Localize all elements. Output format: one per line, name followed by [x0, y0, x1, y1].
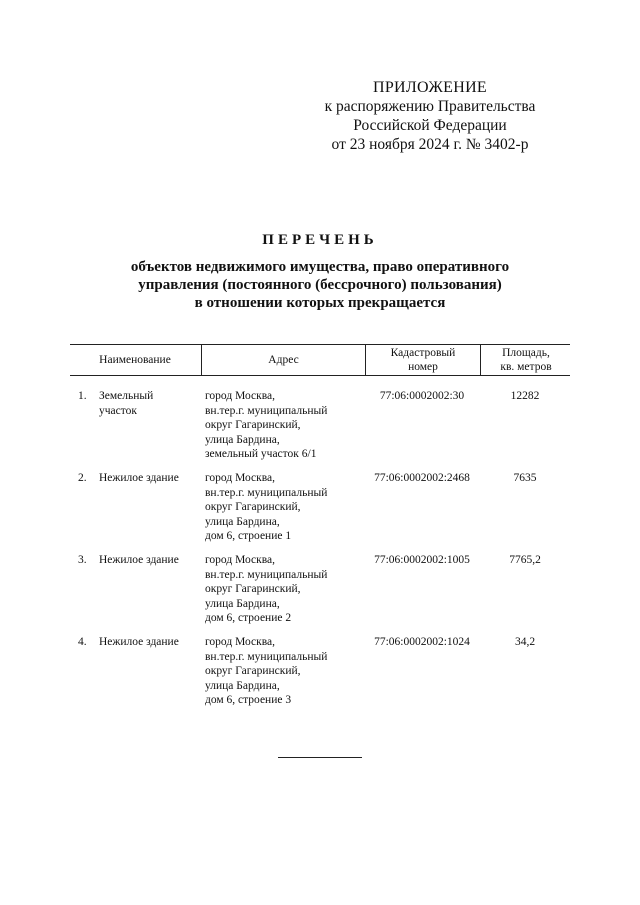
row-cadastral-number: 77:06:0002002:1005 [374, 554, 470, 566]
appendix-title: ПРИЛОЖЕНИЕ [372, 79, 487, 96]
subtitle-line-2: управления (постоянного (бессрочного) пользования) [138, 277, 502, 293]
address-line: округ Гагаринский, [205, 583, 301, 595]
table-row [70, 471, 570, 553]
address-line: округ Гагаринский, [205, 665, 301, 677]
row-object-name [99, 389, 199, 418]
address-line: город Москва, [205, 554, 275, 566]
document-title: ПЕРЕЧЕНЬ [262, 232, 378, 248]
address-line: дом 6, строение 3 [205, 694, 292, 706]
table-header [70, 344, 570, 376]
row-cadastral-number: 77:06:0002002:2468 [374, 472, 470, 484]
header-cadastral [365, 345, 480, 375]
address-line: вн.тер.г. муниципальный [205, 568, 328, 581]
object-name-line: Нежилое здание [99, 554, 179, 566]
address-line: дом 6, строение 1 [205, 530, 292, 542]
address-line: город Москва, [205, 472, 275, 484]
table-row [70, 553, 570, 635]
address-line: вн.тер.г. муниципальный [205, 650, 328, 663]
table-row [70, 389, 570, 471]
row-number: 1. [78, 390, 87, 402]
address-line: улица Бардина, [205, 515, 280, 528]
header-address-label: Адрес [268, 353, 299, 366]
address-line: дом 6, строение 2 [205, 612, 292, 624]
row-address [205, 471, 365, 544]
header-area-line-1: Площадь, [502, 346, 550, 359]
object-name-line: Нежилое здание [99, 472, 179, 484]
header-cadastral-line-1: Кадастровый [390, 346, 456, 359]
address-line: город Москва, [205, 636, 275, 648]
header-name-label: Наименование [99, 353, 171, 366]
object-name-line: Нежилое здание [99, 636, 179, 648]
address-line: улица Бардина, [205, 433, 280, 446]
address-line: вн.тер.г. муниципальный [205, 486, 328, 499]
row-area: 7635 [513, 472, 537, 484]
end-divider [278, 757, 362, 758]
header-address [201, 345, 365, 375]
header-cadastral-line-2: номер [408, 361, 438, 373]
header-area [480, 345, 571, 375]
appendix-line-1: к распоряжению Правительства [324, 98, 536, 115]
object-name-line: участок [99, 404, 137, 417]
appendix-block [300, 78, 560, 154]
address-line: земельный участок 6/1 [205, 448, 317, 460]
row-number: 2. [78, 472, 87, 484]
row-cadastral-number: 77:06:0002002:30 [379, 390, 465, 402]
address-line: вн.тер.г. муниципальный [205, 404, 328, 417]
table-row [70, 635, 570, 717]
address-line: город Москва, [205, 390, 275, 402]
row-object-name [99, 553, 199, 568]
row-area: 12282 [510, 390, 540, 402]
row-cadastral-number: 77:06:0002002:1024 [374, 636, 470, 648]
row-number: 3. [78, 554, 87, 566]
appendix-line-3: от 23 ноября 2024 г. № 3402-р [331, 136, 529, 153]
row-object-name [99, 471, 199, 486]
header-area-line-2: кв. метров [500, 361, 552, 373]
row-area: 34,2 [514, 636, 536, 648]
row-address [205, 553, 365, 626]
objects-table [70, 344, 570, 706]
row-number: 4. [78, 636, 87, 648]
address-line: округ Гагаринский, [205, 501, 301, 513]
subtitle-line-3: в отношении которых прекращается [194, 295, 446, 311]
header-name [70, 345, 200, 375]
row-address [205, 635, 365, 708]
address-line: улица Бардина, [205, 597, 280, 610]
document-subtitle [100, 258, 540, 312]
address-line: округ Гагаринский, [205, 419, 301, 431]
address-line: улица Бардина, [205, 679, 280, 692]
object-name-line: Земельный [99, 390, 154, 402]
appendix-line-2: Российской Федерации [353, 117, 507, 134]
row-object-name [99, 635, 199, 650]
row-address [205, 389, 365, 462]
subtitle-line-1: объектов недвижимого имущества, право оперативного [130, 259, 510, 275]
table-body [70, 389, 570, 717]
row-area: 7765,2 [509, 554, 541, 566]
